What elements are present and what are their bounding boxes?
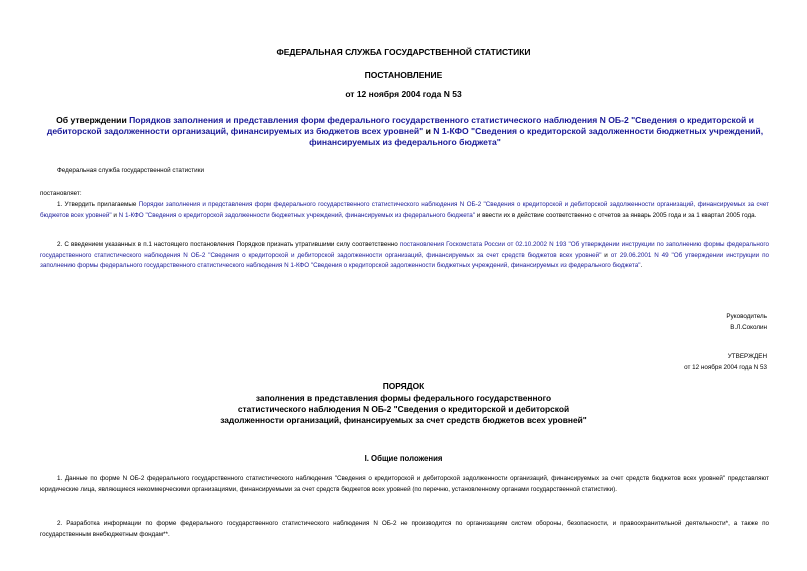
p2-text-c: . [640, 262, 643, 270]
title-prefix: Об утверждении [56, 115, 130, 125]
p2-text-a: 2. С введением указанных в п.1 настоящего постановления Порядков признать утратившими силу соответственно [57, 241, 400, 248]
title-link-ob2[interactable]: Порядков заполнения и представления форм федерального государственного статистического наблюдения N ОБ-2 "Сведения о кредиторской и дебиторской задолженности организаций, финансируемых из бюджетов всех уровней" [46, 115, 754, 136]
p1-text-a: 1. Утвердить прилагаемые [57, 201, 139, 208]
decides-text: постановляет: [40, 190, 82, 197]
paragraph-1 [40, 200, 769, 221]
document-title [40, 115, 770, 148]
issuer-text: Федеральная служба государственной статистики [57, 167, 204, 174]
p1-text-b: и [111, 211, 119, 219]
p1-link-1kfo[interactable]: N 1-КФО "Сведения о кредиторской задолженности бюджетных учреждений, финансируемых из федерального бюджета" [118, 211, 476, 219]
agency-heading: ФЕДЕРАЛЬНАЯ СЛУЖБА ГОСУДАРСТВЕННОЙ СТАТИСТИКИ [276, 47, 531, 57]
section-paragraph-2: 2. Разработка информации по форме федерального государственного статистического наблюдения N ОБ-2 не производится по организациям систем обороны, безопасности, и правоохранительной деятельности*, а также по государственным внебюджетным фондам**. [40, 520, 769, 538]
approved-date: от 12 ноября 2004 года N 53 [684, 364, 767, 371]
p2-link-193[interactable]: постановления Госкомстата России от 02.10.2002 N 193 "Об утверждении инструкции по заполнению формы федерального государственного статистического наблюдения N ОБ-2 "Сведения о кредиторской и дебиторской задолженности организаций, финансируемых за счет средств бюджетов всех уровней" [40, 241, 769, 259]
paragraph-2 [40, 240, 769, 272]
order-line-2: статистического наблюдения N ОБ-2 "Сведения о кредиторской и дебиторской [237, 404, 570, 414]
signature-name: В.Л.Соколин [730, 324, 767, 331]
order-line-3: задолженности организаций, финансируемых за счет средств бюджетов всех уровней" [220, 415, 587, 425]
title-link-1kfo[interactable]: N 1-КФО "Сведения о кредиторской задолженности бюджетных учреждений, финансируемых из федерального бюджета" [309, 126, 764, 147]
approved-label: УТВЕРЖДЕН [727, 353, 767, 360]
section-paragraph-1: 1. Данные по форме N ОБ-2 федерального государственного статистического наблюдения "Сведения о кредиторской и дебиторской задолженности организаций, финансируемых за счет средств бюджетов всех уровней" представляют юридические лица, являющиеся некоммерческими организациями, финансируемыми за счет средств бюджетов всех уровней (по перечню, установленному органами государственной статистики). [40, 475, 769, 493]
p1-link-ob2[interactable]: Порядки заполнения и представления форм федерального государственного статистического наблюдения N ОБ-2 "Сведения о кредиторской и дебиторской задолженности организаций, финансируемых за счет бюджетов всех уровней" [40, 201, 769, 219]
title-mid: и [423, 126, 434, 136]
section-heading: I. Общие положения [364, 454, 443, 463]
p1-text-c: и ввести их в действие соответственно с отчетов за январь 2005 года и за 1 квартал 2005 года. [475, 211, 757, 219]
doc-type-heading: ПОСТАНОВЛЕНИЕ [364, 70, 443, 80]
signature-role: Руководитель [726, 313, 767, 320]
doc-date-heading: от 12 ноября 2004 года N 53 [345, 89, 462, 99]
p2-text-b: и [601, 251, 611, 259]
order-line-1: заполнения в представления формы федерального государственного [255, 393, 552, 403]
order-title: ПОРЯДОК [382, 381, 425, 391]
p2-link-49[interactable]: от 29.06.2001 N 49 "Об утверждении инструкции по заполнению формы федерального государственного статистического наблюдения N 1-КФО "Сведения о кредиторской задолженности бюджетных учреждений, финансируемых из федерального бюджета" [40, 251, 769, 270]
